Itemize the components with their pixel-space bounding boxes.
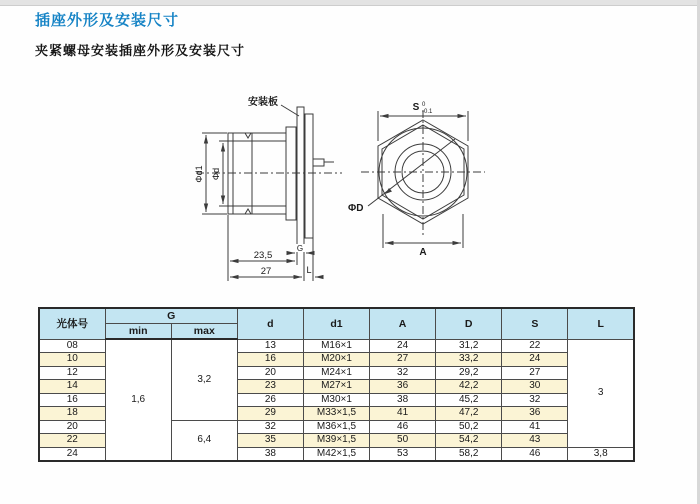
- table-cell: M39×1,5: [303, 434, 369, 448]
- table-cell: 36: [502, 407, 568, 421]
- dim-s-tolerance-upper: 0: [422, 102, 426, 108]
- table-cell: 16: [39, 393, 105, 407]
- table-cell: 54,2: [436, 434, 502, 448]
- dim-label-s: S: [412, 102, 420, 113]
- table-cell: M16×1: [303, 339, 369, 353]
- dim-label-23-5: 23,5: [253, 250, 273, 261]
- table-cell: 41: [502, 420, 568, 434]
- table-cell: 14: [39, 380, 105, 394]
- top-edge-strip: [0, 0, 700, 6]
- table-cell: 08: [39, 339, 105, 353]
- table-cell: 32: [502, 393, 568, 407]
- table-cell: 12: [39, 366, 105, 380]
- table-cell: 41: [370, 407, 436, 421]
- dim-label-l: L: [306, 265, 312, 275]
- table-cell: 50,2: [436, 420, 502, 434]
- table-cell-g-min-merged: 1,6: [105, 339, 171, 461]
- dim-label-phi-d1: Φd1: [194, 165, 204, 183]
- table-cell: 18: [39, 407, 105, 421]
- header-row-1: [39, 308, 634, 324]
- table-cell-l-bottom: 3,8: [568, 447, 634, 461]
- dim-label-phi-d: Φd: [211, 167, 221, 181]
- table-cell: 13: [237, 339, 303, 353]
- table-cell: 32: [237, 420, 303, 434]
- table-cell: 20: [39, 420, 105, 434]
- table-cell: 42,2: [436, 380, 502, 394]
- table-cell-l-merged-top: 3: [568, 339, 634, 447]
- table-cell: 22: [502, 339, 568, 353]
- table-cell: 58,2: [436, 447, 502, 461]
- table-cell: 47,2: [436, 407, 502, 421]
- table-cell: M42×1,5: [303, 447, 369, 461]
- table-cell: 26: [237, 393, 303, 407]
- table-cell: 23: [237, 380, 303, 394]
- table-cell: 32: [370, 366, 436, 380]
- clamp-nut: [305, 114, 313, 238]
- table-row: [39, 339, 634, 353]
- table-cell: 46: [370, 420, 436, 434]
- table-cell: M30×1: [303, 393, 369, 407]
- table-cell-g-max-merged-bottom: 6,4: [171, 420, 237, 461]
- table-cell: 22: [39, 434, 105, 448]
- plate-leader-line: [281, 105, 299, 116]
- dim-label-phi-D: ΦD: [348, 203, 364, 214]
- table-cell: 27: [370, 353, 436, 367]
- col-header-l: L: [568, 308, 634, 339]
- contact-pin: [313, 159, 324, 166]
- table-cell: 50: [370, 434, 436, 448]
- table-cell: 36: [370, 380, 436, 394]
- table-cell: 38: [370, 393, 436, 407]
- dimensions-table: [38, 307, 635, 462]
- table-cell: 29: [237, 407, 303, 421]
- col-header-d: d: [237, 308, 303, 339]
- table-cell: M36×1,5: [303, 420, 369, 434]
- table-cell: 38: [237, 447, 303, 461]
- table-cell: 24: [502, 353, 568, 367]
- table-cell: 27: [502, 366, 568, 380]
- table-cell: M20×1: [303, 353, 369, 367]
- dim-s-tolerance-lower: -0.1: [422, 109, 433, 115]
- table-cell: M33×1,5: [303, 407, 369, 421]
- dim-label-a: A: [419, 247, 427, 258]
- dim-label-g: G: [296, 244, 304, 253]
- table-cell: 35: [237, 434, 303, 448]
- table-cell: 45,2: [436, 393, 502, 407]
- col-header-g-min: min: [105, 324, 171, 340]
- section-subtitle: 夹紧螺母安装插座外形及安装尺寸: [35, 43, 246, 58]
- col-header-g: G: [105, 308, 237, 324]
- table-cell: 30: [502, 380, 568, 394]
- col-header-D: D: [436, 308, 502, 339]
- col-header-s: S: [502, 308, 568, 339]
- table-cell: 20: [237, 366, 303, 380]
- table-cell: 46: [502, 447, 568, 461]
- col-header-g-max: max: [171, 324, 237, 340]
- mounting-plate-label: 安装板: [248, 97, 278, 108]
- table-cell: 43: [502, 434, 568, 448]
- table-cell: 24: [39, 447, 105, 461]
- table-cell: 31,2: [436, 339, 502, 353]
- col-header-d1: d1: [303, 308, 369, 339]
- table-cell-g-max-merged-top: 3,2: [171, 339, 237, 420]
- technical-drawing: [170, 80, 520, 300]
- mounting-plate: [297, 107, 304, 248]
- front-view: [361, 110, 485, 248]
- table-cell: M24×1: [303, 366, 369, 380]
- col-header-shell: 光体号: [39, 308, 105, 339]
- col-header-a: A: [370, 308, 436, 339]
- table-cell: 24: [370, 339, 436, 353]
- table-cell: 33,2: [436, 353, 502, 367]
- dim-label-27: 27: [260, 266, 272, 277]
- table-cell: 29,2: [436, 366, 502, 380]
- table-cell: 16: [237, 353, 303, 367]
- table-cell: M27×1: [303, 380, 369, 394]
- table-cell: 10: [39, 353, 105, 367]
- page-title: 插座外形及安装尺寸: [35, 12, 180, 29]
- table-cell: 53: [370, 447, 436, 461]
